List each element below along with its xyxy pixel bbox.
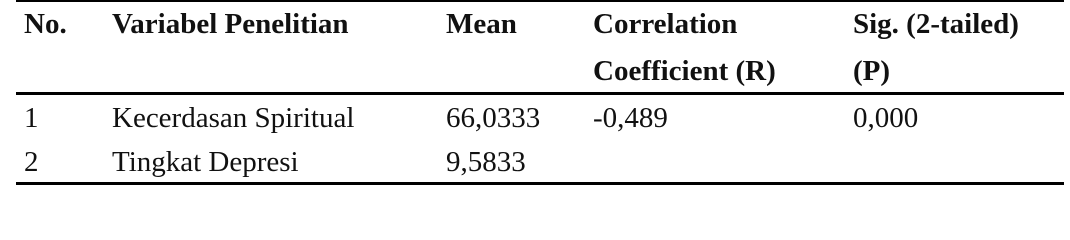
header-mean: Mean bbox=[446, 8, 517, 40]
row-sig: 0,000 bbox=[853, 102, 919, 134]
table-header-rule bbox=[16, 92, 1064, 95]
row-no: 2 bbox=[24, 146, 39, 178]
header-sig-line2: (P) bbox=[853, 55, 891, 87]
row-variable: Kecerdasan Spiritual bbox=[112, 102, 355, 134]
row-mean: 9,5833 bbox=[446, 146, 526, 178]
row-variable: Tingkat Depresi bbox=[112, 146, 299, 178]
header-correlation-line1: Correlation bbox=[593, 8, 738, 40]
header-correlation-line2: Coefficient (R) bbox=[593, 55, 776, 87]
header-variable: Variabel Penelitian bbox=[112, 8, 349, 40]
row-mean: 66,0333 bbox=[446, 102, 541, 134]
table-bottom-rule bbox=[16, 182, 1064, 185]
header-sig-line1: Sig. (2-tailed) bbox=[853, 8, 1019, 40]
table-top-rule bbox=[16, 0, 1064, 2]
row-no: 1 bbox=[24, 102, 39, 134]
row-correlation: -0,489 bbox=[593, 102, 668, 134]
header-no: No. bbox=[24, 8, 67, 40]
